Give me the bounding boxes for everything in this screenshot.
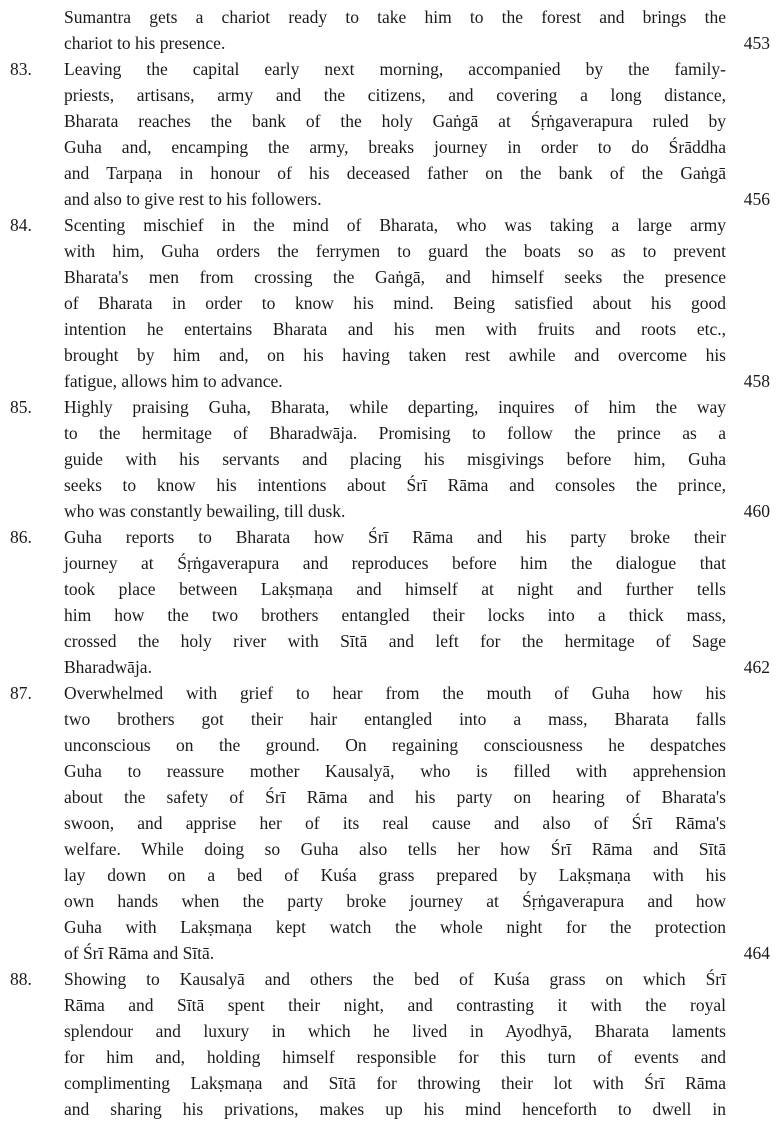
entry-page-number: 464 bbox=[743, 943, 770, 963]
contents-entry-82-continued bbox=[0, 4, 780, 56]
entry-number: 83. bbox=[10, 59, 32, 79]
entry-number bbox=[0, 4, 64, 56]
entry-number: 86. bbox=[10, 527, 32, 547]
contents-entry-88 bbox=[0, 966, 780, 1122]
entry-page-number: 462 bbox=[743, 657, 770, 677]
entry-number: 85. bbox=[10, 397, 32, 417]
entry-text: Guha reports to Bharata how Śrī Rāma and his party broke their journey at Śṛṅgaverapura and reproduces before him the dialogue that took place between Lakṣmaṇa and himself at night and further tells him how the two brothers entangled their locks into a thick mass, crossed the holy river with Sītā and left for the hermitage of Sage Bharadwāja. bbox=[64, 527, 726, 677]
contents-page bbox=[0, 4, 780, 1122]
entry-page-number: 460 bbox=[743, 501, 770, 521]
contents-entry-86 bbox=[0, 524, 780, 680]
entry-text: Overwhelmed with grief to hear from the mouth of Guha how his two brothers got their hair entangled into a mass, Bharata falls unconscious on the ground. On regaining consciousness he despatches Guha to reassure mother Kausalyā, who is filled with apprehension about the safety of Śrī Rāma and his party on hearing of Bharata's swoon, and apprise her of its real cause and also of Śrī Rāma's welfare. While doing so Guha also tells her how Śrī Rāma and Sītā lay down on a bed of Kuśa grass prepared by Lakṣmaṇa with his own hands when the party broke journey at Śṛṅgaverapura and how Guha with Lakṣmaṇa kept watch the whole night for the protection of Śrī Rāma and Sītā. bbox=[64, 683, 726, 963]
entry-page-number: 456 bbox=[743, 189, 770, 209]
entry-number: 84. bbox=[10, 215, 32, 235]
entry-page-number: 458 bbox=[743, 371, 770, 391]
contents-entry-85 bbox=[0, 394, 780, 524]
entry-text: Sumantra gets a chariot ready to take him to the forest and brings the chariot to his presence. bbox=[64, 7, 726, 53]
entry-text: Scenting mischief in the mind of Bharata, who was taking a large army with him, Guha orders the ferrymen to guard the boats so as to prevent Bharata's men from crossing the Gaṅgā, and himself seeks the presence of Bharata in order to know his mind. Being satisfied about his good intention he entertains Bharata and his men with fruits and roots etc., brought by him and, on his having taken rest awhile and overcome his fatigue, allows him to advance. bbox=[64, 215, 726, 391]
entry-page-number: 453 bbox=[743, 33, 770, 53]
entry-text: Leaving the capital early next morning, accompanied by the family- priests, artisans, army and the citizens, and covering a long distance, Bharata reaches the bank of the holy Gaṅgā at Śṛṅgaverapura ruled by Guha and, encamping the army, breaks journey in order to do Śrāddha and Tarpaṇa in honour of his deceased father on the bank of the Gaṅgā and also to give rest to his followers. bbox=[64, 59, 726, 209]
contents-entry-87 bbox=[0, 680, 780, 966]
entry-text: Highly praising Guha, Bharata, while departing, inquires of him the way to the hermitage of Bharadwāja. Promising to follow the prince as a guide with his servants and placing his misgivings before him, Guha seeks to know his intentions about Śrī Rāma and consoles the prince, who was constantly bewailing, till dusk. bbox=[64, 397, 726, 521]
entry-number: 88. bbox=[10, 969, 32, 989]
entry-text: Showing to Kausalyā and others the bed of Kuśa grass on which Śrī Rāma and Sītā spent their night, and contrasting it with the royal splendour and luxury in which he lived in Ayodhyā, Bharata laments for him and, holding himself responsible for this turn of events and complimenting Lakṣmaṇa and Sītā for throwing their lot with Śrī Rāma and sharing his privations, makes up his mind henceforth to dwell in bbox=[64, 969, 726, 1119]
contents-entry-83 bbox=[0, 56, 780, 212]
entry-number: 87. bbox=[10, 683, 32, 703]
contents-entry-84 bbox=[0, 212, 780, 394]
